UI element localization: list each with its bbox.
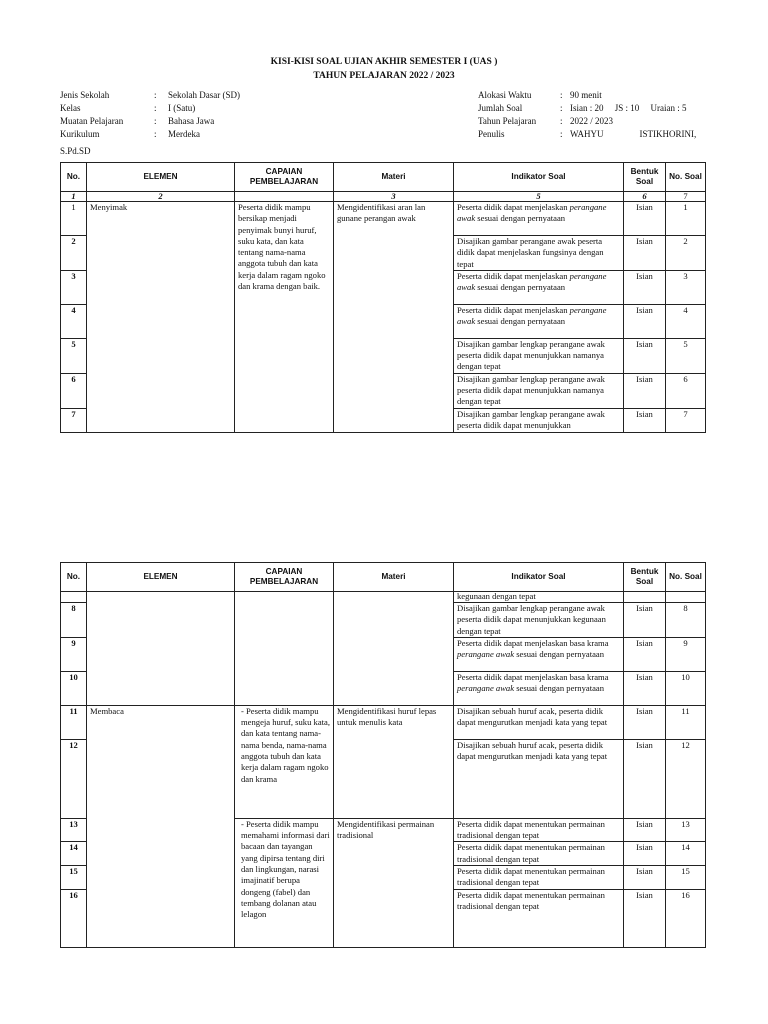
info-value: 2022 / 2023 [570,116,614,126]
nosoal-cell: 16 [666,889,706,947]
info-colon: : [154,129,157,139]
nosoal-cell: 7 [666,408,706,432]
nosoal-cell: 11 [666,705,706,739]
bentuk-cell [624,592,666,603]
nosoal-cell: 9 [666,637,706,671]
doc-subtitle: TAHUN PELAJARAN 2022 / 2023 [313,71,455,81]
header-nosoal: No. Soal [666,563,706,592]
col-number [235,192,334,202]
nosoal-cell: 14 [666,842,706,866]
row-no: 13 [61,818,87,842]
bentuk-cell: Isian [624,373,666,408]
bentuk-cell: Isian [624,338,666,373]
nosoal-cell [666,592,706,603]
indikator-em: perangane awak [457,304,607,327]
info-value: Merdeka [168,129,200,139]
materi-cell: Mengidentifikasi permainan tradisional [334,818,454,947]
info-label: Tahun Pelajaran [478,116,537,126]
row-no: 4 [61,304,87,338]
info-colon: : [154,90,157,100]
indikator-cell [454,373,624,408]
indikator-text: Disajikan gambar lengkap perangane awak peserta didik dapat menunjukkan [457,408,605,430]
header-nosoal: No. Soal [666,163,706,192]
nosoal-cell: 6 [666,373,706,408]
indikator-text: Peserta didik dapat menjelaskan [457,202,570,212]
header-bentuk: Bentuk Soal [624,163,666,192]
info-colon: : [560,129,563,139]
indikator-em: perangane awak [457,202,607,224]
info-colon: : [560,90,563,100]
col-number: 7 [666,192,706,202]
indikator-cell: Peserta didik dapat menentukan permainan tradisional dengan tepat [454,818,624,842]
bentuk-cell: Isian [624,889,666,947]
info-label: Kurikulum [60,129,100,139]
row-no: 15 [61,866,87,890]
indikator-text: Disajikan gambar lengkap perangane awak peserta didik dapat menunjukkan namanya dengan tepat [457,338,605,372]
info-row [478,89,696,102]
info-colon: : [154,103,157,113]
info-label: Alokasi Waktu [478,90,532,100]
indikator-text: sesuai dengan pernyataan [475,282,566,293]
indikator-cell: Disajikan sebuah huruf acak, peserta didik dapat mengurutkan menjadi kata yang tepat [454,739,624,818]
indikator-cell [454,338,624,373]
nosoal-cell: 13 [666,818,706,842]
materi-cell: Mengidentifikasi aran lan gunane perangan awak [334,202,454,433]
indikator-text: sesuai dengan pernyataan [475,213,566,224]
indikator-cell: Disajikan sebuah huruf acak, peserta didik dapat mengurutkan menjadi kata yang tepat [454,705,624,739]
header-materi: Materi [334,163,454,192]
indikator-cell [454,236,624,271]
header-indikator: Indikator Soal [454,163,624,192]
col-number: 5 [454,192,624,202]
indikator-text: sesuai dengan pernyataan [475,316,566,327]
indikator-em: perangane awak [457,270,607,293]
header-no: No. [61,163,87,192]
header-capaian: CAPAIAN PEMBELAJARAN [235,163,334,192]
capaian-cell: - Peserta didik mampu mengeja huruf, suku kata, dan kata tentang nama-nama benda, nama-nama anggota tubuh dan kata kerja dalam ragam ngoko dan krama [235,705,334,818]
row-no: 11 [61,705,87,739]
bentuk-cell: Isian [624,842,666,866]
row-no: 9 [61,637,87,671]
indikator-cell [454,304,624,338]
indikator-text: Disajikan gambar lengkap perangane awak peserta didik dapat menunjukkan kegunaan dengan tepat [457,603,606,636]
nosoal-cell: 5 [666,338,706,373]
info-label: Kelas [60,103,81,113]
elemen-cell [87,592,235,706]
indikator-cell: Peserta didik dapat menentukan permainan tradisional dengan tepat [454,889,624,947]
bentuk-cell: Isian [624,202,666,236]
penulis-continuation: S.Pd.SD [60,146,91,156]
table-row [61,202,706,236]
header-no: No. [61,563,87,592]
info-row [60,128,240,141]
elemen-cell: Menyimak [87,202,235,433]
bentuk-cell: Isian [624,236,666,271]
indikator-text: sesuai dengan pernyataan [514,683,605,694]
indikator-cell: Peserta didik dapat menentukan permainan tradisional dengan tepat [454,842,624,866]
indikator-text: Peserta didik dapat menjelaskan basa krama [457,671,609,682]
info-label: Muatan Pelajaran [60,116,124,126]
kisi-table-page2 [60,562,706,948]
indikator-text: Peserta didik dapat menjelaskan [457,270,570,281]
info-right [478,89,696,141]
info-value: Sekolah Dasar (SD) [168,90,240,100]
indikator-text: Disajikan gambar lengkap perangane awak peserta didik dapat menunjukkan namanya dengan tepat [457,373,605,407]
info-left [60,89,240,141]
nosoal-cell: 4 [666,304,706,338]
indikator-cell [454,603,624,638]
doc-title: KISI-KISI SOAL UJIAN AKHIR SEMESTER I (UAS ) [270,57,498,67]
row-no: 10 [61,671,87,705]
info-label: Jenis Sekolah [60,90,110,100]
info-colon: : [560,116,563,126]
indikator-continuation: kegunaan dengan tepat [454,592,624,603]
info-value: 90 menit [570,90,602,100]
info-row [60,115,240,128]
bentuk-cell: Isian [624,637,666,671]
row-no: 6 [61,373,87,408]
bentuk-cell: Isian [624,671,666,705]
bentuk-cell: Isian [624,866,666,890]
header-capaian: CAPAIAN PEMBELAJARAN [235,563,334,592]
header-row [61,563,706,592]
info-row [478,102,696,115]
indikator-em: perangane awak [457,649,515,660]
materi-cell: Mengidentifikasi huruf lepas untuk menulis kata [334,705,454,818]
info-value: WAHYU ISTIKHORINI, [570,129,697,139]
indikator-text: sesuai dengan pernyataan [514,649,605,660]
header-elemen: ELEMEN [87,563,235,592]
info-colon: : [560,103,563,113]
info-colon: : [154,116,157,126]
indikator-cell: Peserta didik dapat menentukan permainan tradisional dengan tepat [454,866,624,890]
row-no: 1 [61,202,87,236]
indikator-cell [454,270,624,304]
header-row [61,163,706,192]
header-elemen: ELEMEN [87,163,235,192]
row-no: 3 [61,270,87,304]
bentuk-cell: Isian [624,408,666,432]
row-no: 8 [61,603,87,638]
nosoal-cell: 3 [666,270,706,304]
info-label: Penulis [478,129,505,139]
col-number: 3 [334,192,454,202]
info-value: Bahasa Jawa [168,116,215,126]
header-bentuk: Bentuk Soal [624,563,666,592]
info-label: Jumlah Soal [478,103,523,113]
info-row [60,102,240,115]
bentuk-cell: Isian [624,270,666,304]
nosoal-cell: 2 [666,236,706,271]
capaian-cell: - Peserta didik mampu memahami informasi dari bacaan dan tayangan yang dipirsa tentang diri dan lingkungan, narasi imajinatif berupa dongeng (fabel) dan tembang dolanan atau lelagon [235,818,334,947]
nosoal-cell: 15 [666,866,706,890]
col-number: 2 [87,192,235,202]
nosoal-cell: 1 [666,202,706,236]
capaian-cell [235,592,334,706]
info-value: Isian : 20 JS : 10 Uraian : 5 [570,103,687,113]
kisi-table-page1 [60,162,706,433]
column-number-row [61,192,706,202]
indikator-text: Disajikan gambar perangane awak peserta didik dapat menjelaskan fungsinya dengan tepat [457,236,604,269]
row-no [61,592,87,603]
indikator-text: Peserta didik dapat menjelaskan [457,304,570,315]
indikator-cell [454,408,624,432]
info-value: I (Satu) [168,103,196,113]
row-no: 14 [61,842,87,866]
bentuk-cell: Isian [624,739,666,818]
elemen-cell: Membaca [87,705,235,947]
col-number: 1 [61,192,87,202]
row-no: 5 [61,338,87,373]
row-no: 7 [61,408,87,432]
header-materi: Materi [334,563,454,592]
indikator-cell [454,671,624,705]
indikator-cell [454,637,624,671]
info-row [478,128,696,141]
continuation-row [61,592,706,603]
row-no: 16 [61,889,87,947]
row-no: 12 [61,739,87,818]
indikator-cell [454,202,624,236]
bentuk-cell: Isian [624,304,666,338]
nosoal-cell: 8 [666,603,706,638]
bentuk-cell: Isian [624,818,666,842]
col-number: 6 [624,192,666,202]
capaian-cell: Peserta didik mampu bersikap menjadi penyimak bunyi huruf, suku kata, dan kata tentang nama-nama anggota tubuh dan kata kerja dalam ragam ngoko dan krama dengan baik. [235,202,334,433]
header-indikator: Indikator Soal [454,563,624,592]
indikator-text: Peserta didik dapat menjelaskan basa krama [457,637,609,648]
nosoal-cell: 10 [666,671,706,705]
info-row [60,89,240,102]
bentuk-cell: Isian [624,603,666,638]
table-row [61,705,706,739]
materi-cell [334,592,454,706]
bentuk-cell: Isian [624,705,666,739]
info-row [478,115,696,128]
row-no: 2 [61,236,87,271]
nosoal-cell: 12 [666,739,706,818]
indikator-em: perangane awak [457,683,515,694]
